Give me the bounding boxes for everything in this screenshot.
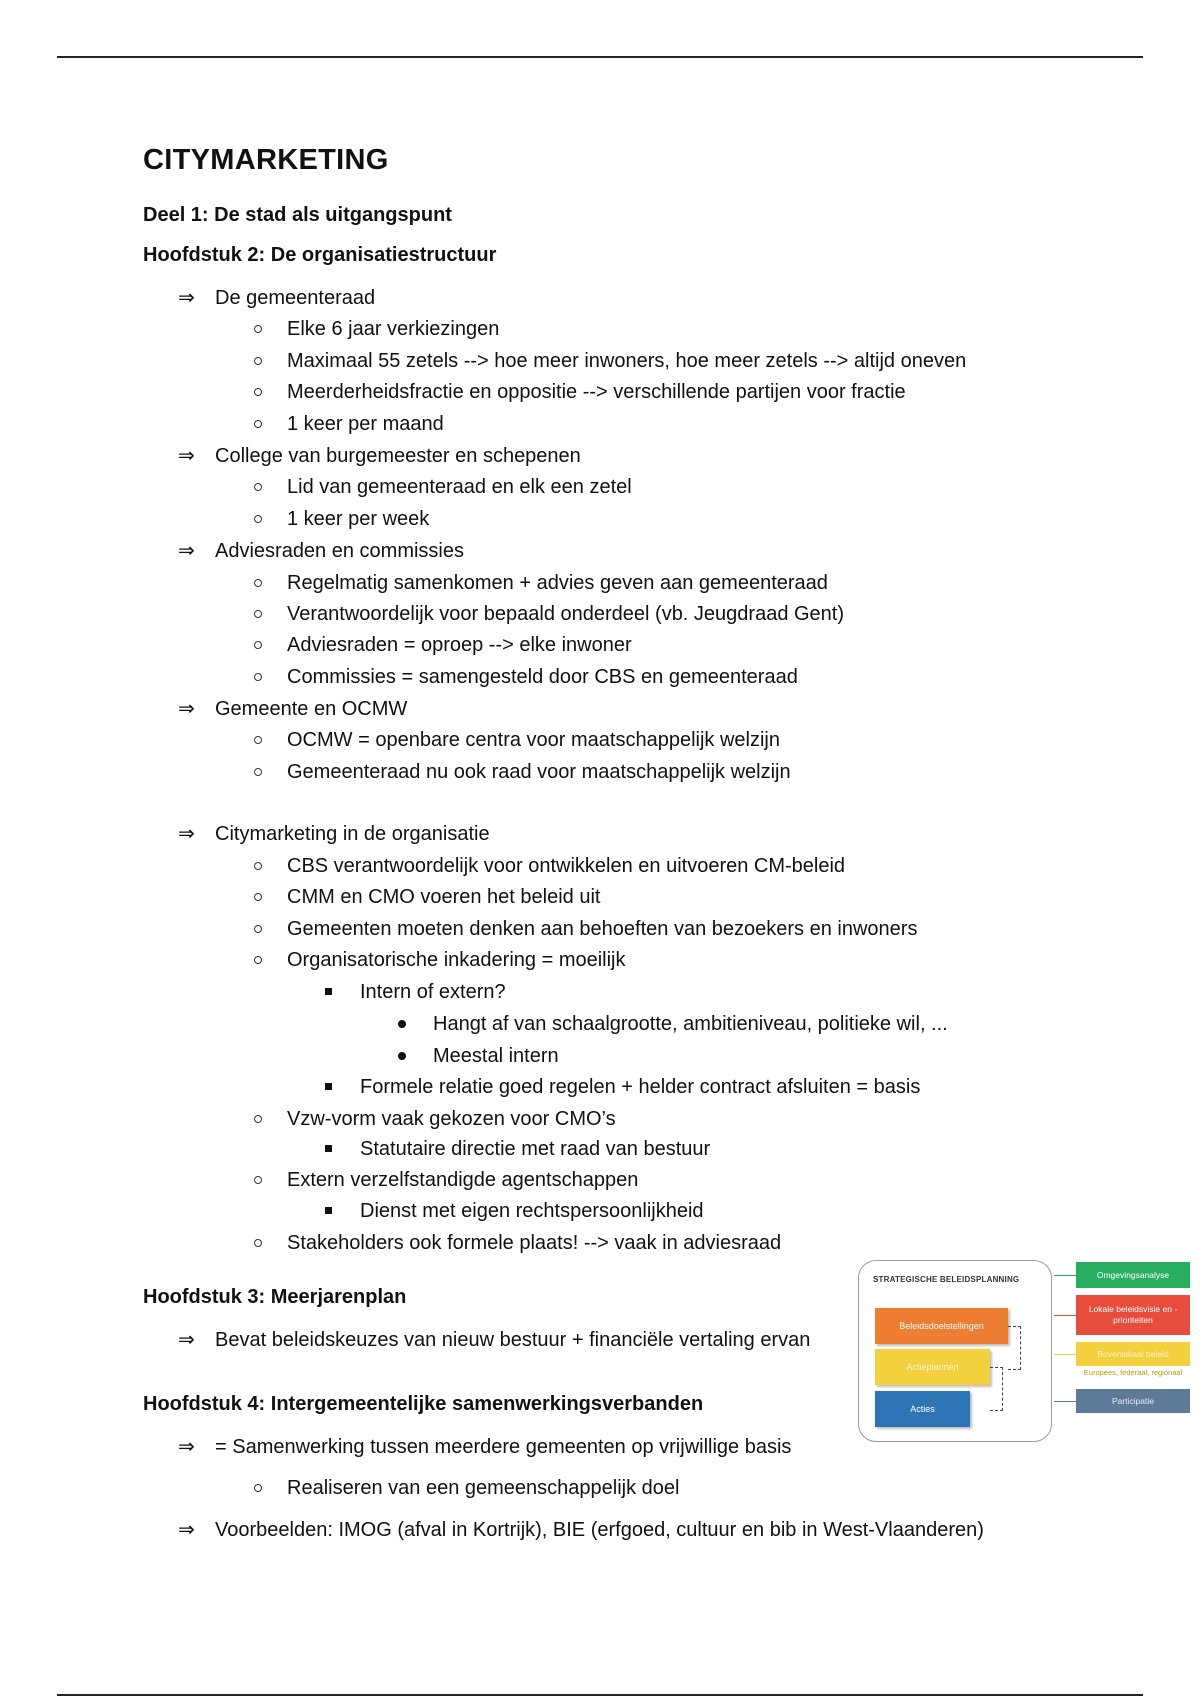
circle-bullet-icon xyxy=(254,641,262,649)
square-bullet-icon xyxy=(325,1145,332,1152)
list-item: OCMW = openbare centra voor maatschappelijk welzijn xyxy=(287,729,780,751)
list-item: Gemeenten moeten denken aan behoeften van bezoekers en inwoners xyxy=(287,918,918,940)
diagram-connector xyxy=(1008,1326,1021,1370)
list-item: Realiseren van een gemeenschappelijk doel xyxy=(287,1477,680,1499)
chapter-2-heading: Hoofdstuk 2: De organisatiestructuur xyxy=(143,244,497,266)
list-item: Hangt af van schaalgrootte, ambitieniveau, politieke wil, ... xyxy=(433,1013,948,1035)
circle-bullet-icon xyxy=(254,610,262,618)
list-item: Extern verzelfstandigde agentschappen xyxy=(287,1169,639,1191)
circle-bullet-icon xyxy=(254,579,262,587)
list-item: Dienst met eigen rechtspersoonlijkheid xyxy=(360,1200,704,1222)
list-item: Verantwoordelijk voor bepaald onderdeel (vb. Jeugdraad Gent) xyxy=(287,603,845,625)
circle-bullet-icon xyxy=(254,673,262,681)
diagram-box-acties: Acties xyxy=(875,1391,970,1427)
arrow-icon: ⇒ xyxy=(178,540,195,562)
list-item: CBS verantwoordelijk voor ontwikkelen en uitvoeren CM-beleid xyxy=(287,855,846,877)
circle-bullet-icon xyxy=(254,1115,262,1123)
circle-bullet-icon xyxy=(254,420,262,428)
arrow-icon: ⇒ xyxy=(178,1329,195,1351)
list-item: Meerderheidsfractie en oppositie --> verschillende partijen voor fractie xyxy=(287,381,906,403)
circle-bullet-icon xyxy=(254,388,262,396)
arrow-icon: ⇒ xyxy=(178,445,195,467)
document-title: CITYMARKETING xyxy=(143,144,389,176)
arrow-icon: ⇒ xyxy=(178,287,195,309)
list-item: Citymarketing in de organisatie xyxy=(215,823,490,845)
list-item: CMM en CMO voeren het beleid uit xyxy=(287,886,601,908)
list-item: Regelmatig samenkomen + advies geven aan gemeenteraad xyxy=(287,572,828,594)
list-item: Organisatorische inkadering = moeilijk xyxy=(287,949,626,971)
diagram-side-note: Europees, federaal, regionaal xyxy=(1083,1368,1183,1377)
diagram-connector xyxy=(990,1367,1003,1411)
list-item: Intern of extern? xyxy=(360,981,506,1003)
circle-bullet-icon xyxy=(254,1176,262,1184)
chapter-3-heading: Hoofdstuk 3: Meerjarenplan xyxy=(143,1286,407,1308)
circle-bullet-icon xyxy=(254,325,262,333)
part-heading: Deel 1: De stad als uitgangspunt xyxy=(143,204,452,226)
diagram-box-beleidsdoelstellingen: Beleidsdoelstellingen xyxy=(875,1308,1008,1344)
diagram-arrow xyxy=(1054,1354,1076,1355)
list-item: Gemeente en OCMW xyxy=(215,698,408,720)
arrow-icon: ⇒ xyxy=(178,823,195,845)
diagram-side-bovenlokaal: Bovenlokaal beleid xyxy=(1076,1342,1190,1366)
square-bullet-icon xyxy=(325,1207,332,1214)
arrow-icon: ⇒ xyxy=(178,1436,195,1458)
dot-bullet-icon xyxy=(398,1020,406,1028)
dot-bullet-icon xyxy=(398,1052,406,1060)
list-item: Adviesraden en commissies xyxy=(215,540,464,562)
diagram-title: STRATEGISCHE BELEIDSPLANNING xyxy=(873,1275,1020,1284)
list-item: College van burgemeester en schepenen xyxy=(215,445,581,467)
arrow-icon: ⇒ xyxy=(178,698,195,720)
diagram-box-actieplannen: Actieplannen xyxy=(875,1349,990,1385)
circle-bullet-icon xyxy=(254,893,262,901)
circle-bullet-icon xyxy=(254,515,262,523)
list-item: Elke 6 jaar verkiezingen xyxy=(287,318,500,340)
circle-bullet-icon xyxy=(254,956,262,964)
diagram-side-omgevingsanalyse: Omgevingsanalyse xyxy=(1076,1262,1190,1288)
diagram-arrow xyxy=(1054,1275,1076,1276)
circle-bullet-icon xyxy=(254,483,262,491)
list-item: Adviesraden = oproep --> elke inwoner xyxy=(287,634,632,656)
list-item: Bevat beleidskeuzes van nieuw bestuur + financiële vertaling ervan xyxy=(215,1329,811,1351)
chapter-4-heading: Hoofdstuk 4: Intergemeentelijke samenwerkingsverbanden xyxy=(143,1393,704,1415)
list-item: Formele relatie goed regelen + helder contract afsluiten = basis xyxy=(360,1076,921,1098)
diagram-side-beleidsvisie: Lokale beleidsvisie en -prioriteiten xyxy=(1076,1295,1190,1335)
list-item: Vzw-vorm vaak gekozen voor CMO’s xyxy=(287,1108,616,1130)
list-item: Voorbeelden: IMOG (afval in Kortrijk), BIE (erfgoed, cultuur en bib in West-Vlaanderen) xyxy=(215,1519,984,1541)
circle-bullet-icon xyxy=(254,925,262,933)
list-item: 1 keer per maand xyxy=(287,413,444,435)
list-item: 1 keer per week xyxy=(287,508,430,530)
strategic-planning-diagram xyxy=(858,1258,1190,1446)
diagram-side-participatie: Participatie xyxy=(1076,1389,1190,1413)
circle-bullet-icon xyxy=(254,736,262,744)
circle-bullet-icon xyxy=(254,768,262,776)
bottom-rule xyxy=(57,1694,1143,1696)
list-item: Statutaire directie met raad van bestuur xyxy=(360,1138,711,1160)
list-item: Lid van gemeenteraad en elk een zetel xyxy=(287,476,632,498)
list-item: Gemeenteraad nu ook raad voor maatschappelijk welzijn xyxy=(287,761,791,783)
list-item: Meestal intern xyxy=(433,1045,559,1067)
arrow-icon: ⇒ xyxy=(178,1519,195,1541)
top-rule xyxy=(57,56,1143,58)
list-item: Stakeholders ook formele plaats! --> vaak in adviesraad xyxy=(287,1232,782,1254)
square-bullet-icon xyxy=(325,988,332,995)
square-bullet-icon xyxy=(325,1083,332,1090)
diagram-arrow xyxy=(1054,1315,1076,1316)
list-item: De gemeenteraad xyxy=(215,287,376,309)
circle-bullet-icon xyxy=(254,1239,262,1247)
circle-bullet-icon xyxy=(254,862,262,870)
list-item: = Samenwerking tussen meerdere gemeenten op vrijwillige basis xyxy=(215,1436,792,1458)
diagram-arrow xyxy=(1054,1401,1076,1402)
circle-bullet-icon xyxy=(254,1484,262,1492)
circle-bullet-icon xyxy=(254,357,262,365)
list-item: Maximaal 55 zetels --> hoe meer inwoners, hoe meer zetels --> altijd oneven xyxy=(287,350,967,372)
list-item: Commissies = samengesteld door CBS en gemeenteraad xyxy=(287,666,798,688)
